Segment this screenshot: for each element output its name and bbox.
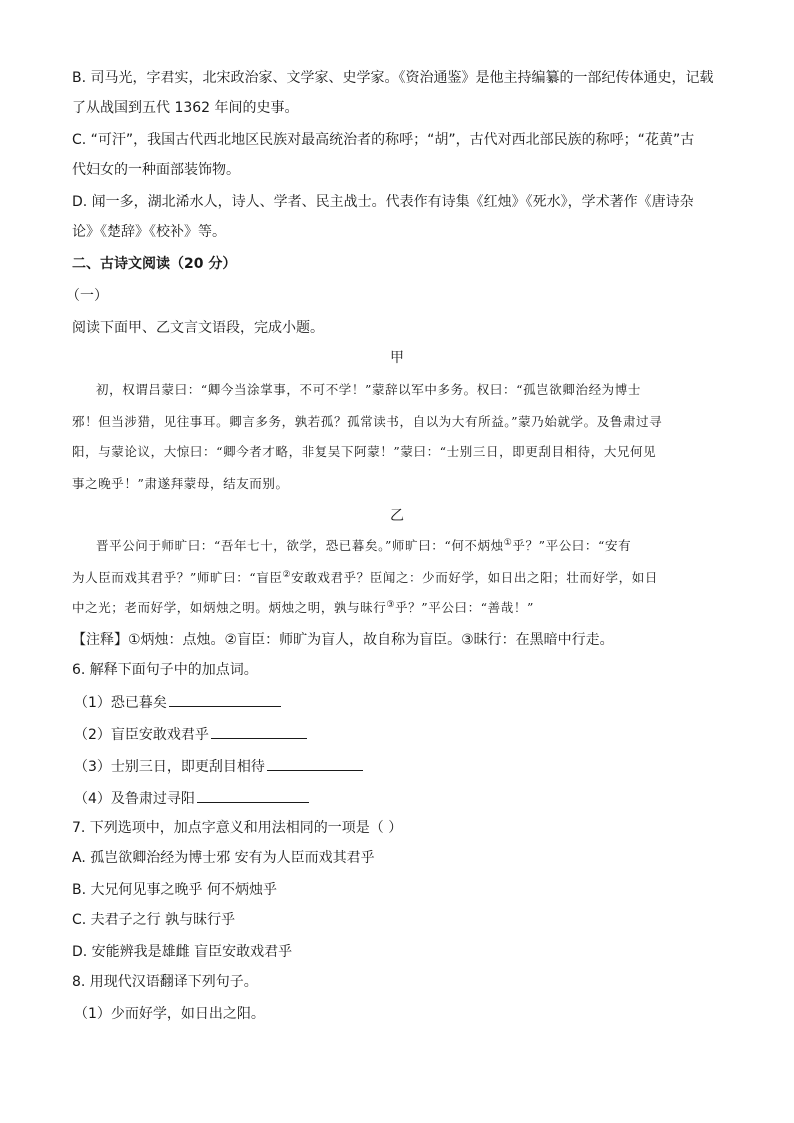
option-c-line-1: C. “可汗”，我国古代西北地区民族对最高统治者的称呼；“胡”，古代对西北部民族的称呼；“花黄”古 [72,132,695,148]
passage-yi-line-1-text-b: 乎？”平公曰：“安有 [512,538,632,553]
passage-jia-line-3: 阳，与蒙论议，大惊曰：“卿今者才略，非复吴下阿蒙！”蒙曰：“士别三日，即更刮目相待，大兄何见 [72,444,657,459]
passage-jia-title: 甲 [390,350,404,366]
footnote-marker-3: ③ [386,599,396,610]
footnote-marker-2: ② [282,569,292,580]
question-8-item-1: （1）少而好学，如日出之阳。 [74,1006,265,1022]
question-7-option-a[interactable]: A. 孤岂欲卿治经为博士邪 安有为人臣而戏其君乎 [72,850,375,866]
question-6-item-4 [74,788,309,809]
question-8-stem: 8. 用现代汉语翻译下列句子。 [72,974,258,990]
question-7-option-b[interactable]: B. 大兄何见事之晚乎 何不炳烛乎 [72,882,277,898]
annotation-note: 【注释】①炳烛：点烛。②盲臣：师旷为盲人，故自称为盲臣。③昧行：在黑暗中行走。 [72,632,614,648]
answer-blank-6-1[interactable] [169,692,281,707]
passage-yi-line-3 [72,598,534,618]
answer-blank-6-2[interactable] [211,724,307,739]
question-6-item-4-text: （4）及鲁肃过寻阳 [74,791,195,807]
passage-yi-line-1 [96,536,631,556]
passage-yi-line-2 [72,568,658,588]
option-b-line-2: 了从战国到五代 1362 年间的史事。 [72,100,299,116]
question-6-item-2 [74,724,307,745]
reading-instruction: 阅读下面甲、乙文言文语段，完成小题。 [72,320,324,336]
question-6-item-1 [74,692,281,713]
passage-yi-line-3-text-b: 乎？”平公曰：“善哉！” [395,600,534,615]
question-6-stem: 6. 解释下面句子中的加点词。 [72,662,258,678]
question-7-option-d[interactable]: D. 安能辨我是雄雌 盲臣安敢戏君乎 [72,944,293,960]
option-d-line-1: D. 闻一多，湖北浠水人，诗人、学者、民主战士。代表作有诗集《红烛》《死水》，学术著作《唐诗杂 [72,194,694,210]
question-6-item-1-text: （1）恐已暮矣 [74,695,167,711]
passage-yi-line-2-text-a: 为人臣而戏其君乎？”师旷曰：“盲臣 [72,570,283,585]
passage-yi-line-3-text-a: 中之光；老而好学，如炳烛之明。炳烛之明，孰与昧行 [72,600,387,615]
passage-yi-line-1-text-a: 晋平公问于师旷曰：“吾年七十，欲学，恐已暮矣。”师旷曰：“何不炳烛 [96,538,504,553]
passage-yi-line-2-text-b: 安敢戏君乎？臣闻之：少而好学，如日出之阳；壮而好学，如日 [291,570,658,585]
question-6-item-3 [74,756,363,777]
passage-jia-line-1: 初，权谓吕蒙曰：“卿今当涂掌事，不可不学！”蒙辞以军中多务。权曰：“孤岂欲卿治经为博士 [96,382,641,397]
footnote-marker-1: ① [503,537,513,548]
subsection-label: （一） [66,288,108,304]
question-7-stem: 7. 下列选项中，加点字意义和用法相同的一项是（ ） [72,820,403,836]
option-b-line-1: B. 司马光，字君实，北宋政治家、文学家、史学家。《资治通鉴》是他主持编纂的一部纪传体通史，记载 [72,70,714,86]
answer-blank-6-4[interactable] [197,788,309,803]
passage-jia-line-4: 事之晚乎！”肃遂拜蒙母，结友而别。 [72,476,289,491]
option-c-line-2: 代妇女的一种面部装饰物。 [72,162,240,178]
section-heading: 二、古诗文阅读（20 分） [72,256,237,272]
question-6-item-3-text: （3）士别三日，即更刮目相待 [74,759,265,775]
question-6-item-2-text: （2）盲臣安敢戏君乎 [74,727,209,743]
passage-yi-title: 乙 [390,508,404,524]
answer-blank-6-3[interactable] [267,756,363,771]
passage-jia-line-2: 邪！但当涉猎，见往事耳。卿言多务，孰若孤？孤常读书，自以为大有所益。”蒙乃始就学。及鲁肃过寻 [72,414,663,429]
option-d-line-2: 论》《楚辞》《校补》等。 [72,224,226,240]
question-7-option-c[interactable]: C. 夫君子之行 孰与昧行乎 [72,912,236,928]
